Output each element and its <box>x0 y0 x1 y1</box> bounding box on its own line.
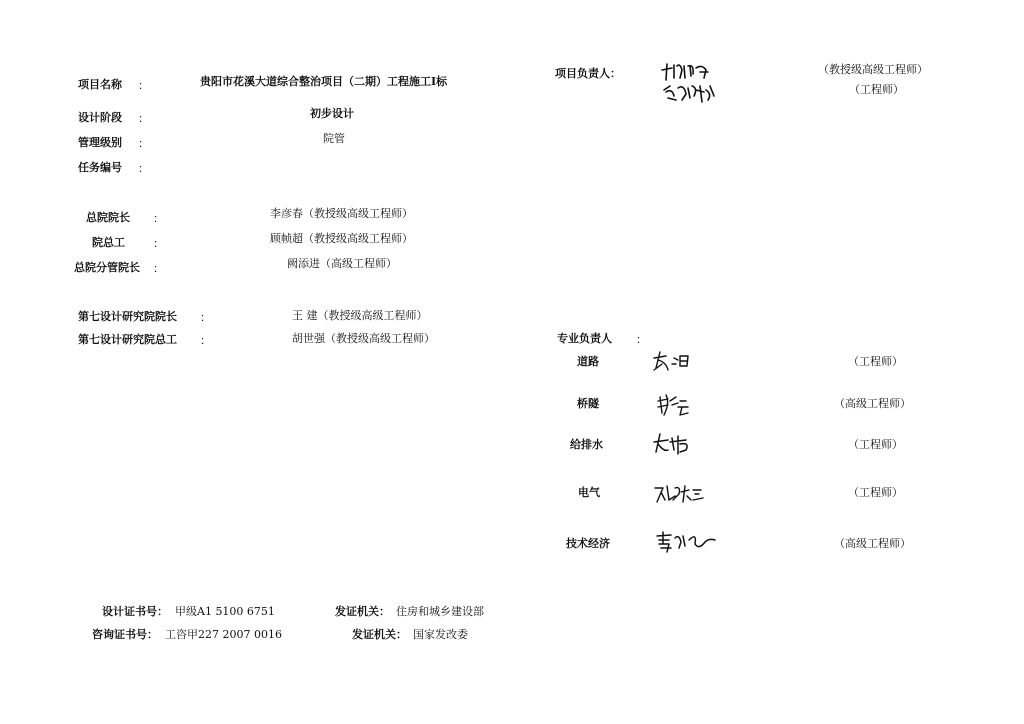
specialty-title: （高级工程师） <box>834 537 911 550</box>
consult-issuer-label: 发证机关： <box>352 628 407 641</box>
leader-value: 李彦春（教授级高级工程师） <box>270 207 413 220</box>
design-stage-value: 初步设计 <box>310 107 354 120</box>
leader-colon: ： <box>153 237 164 250</box>
consult-certificate-label: 咨询证书号： <box>92 628 158 641</box>
specialty-discipline: 电气 <box>578 486 600 499</box>
design-stage-label: 设计阶段 <box>78 111 122 124</box>
consult-certificate-value: 工咨甲227 2007 0016 <box>165 628 282 641</box>
specialty-title: （工程师） <box>848 486 903 499</box>
signature-water <box>652 432 694 456</box>
leader-value: 顾帧超（教授级高级工程师） <box>270 232 413 245</box>
specialty-title: （工程师） <box>848 438 903 451</box>
leader-colon: ： <box>153 262 164 275</box>
task-number-label: 任务编号 <box>78 161 122 174</box>
design-certificate-value: 甲级A1 5100 6751 <box>175 605 275 618</box>
specialty-discipline: 技术经济 <box>566 537 610 550</box>
specialty-colon: ： <box>636 333 647 346</box>
specialty-discipline: 桥隧 <box>577 397 599 410</box>
project-name-label: 项目名称 <box>78 78 122 91</box>
institute-label: 第七设计研究院总工 <box>78 333 177 346</box>
leader-value: 阙添进（高级工程师） <box>287 257 397 270</box>
management-level-value: 院管 <box>323 132 345 145</box>
design-certificate-label: 设计证书号： <box>102 605 168 618</box>
consult-issuer-value: 国家发改委 <box>413 628 468 641</box>
leader-label: 总院分管院长 <box>74 261 140 274</box>
specialty-title: （高级工程师） <box>834 397 911 410</box>
project-lead-title-2: （工程师） <box>849 83 904 96</box>
specialty-discipline: 道路 <box>577 355 599 368</box>
institute-colon: ： <box>200 311 211 324</box>
design-issuer-label: 发证机关： <box>335 605 390 618</box>
signature-electrical <box>653 482 705 504</box>
specialty-discipline: 给排水 <box>570 438 603 451</box>
design-stage-colon: ： <box>138 112 149 125</box>
leader-label: 总院院长 <box>86 211 130 224</box>
institute-label: 第七设计研究院院长 <box>78 310 177 323</box>
project-lead-signature <box>660 60 720 104</box>
specialty-title: （工程师） <box>848 355 903 368</box>
task-number-colon: ： <box>138 162 149 175</box>
institute-value: 胡世强（教授级高级工程师） <box>292 332 435 345</box>
project-name-value: 贵阳市花溪大道综合整治项目（二期）工程施工Ⅰ标 <box>200 75 448 88</box>
design-issuer-value: 住房和城乡建设部 <box>396 605 484 618</box>
institute-colon: ： <box>200 334 211 347</box>
leader-colon: ： <box>153 212 164 225</box>
leader-label: 院总工 <box>92 236 125 249</box>
institute-value: 王 建（教授级高级工程师） <box>292 309 428 322</box>
signature-road <box>652 350 692 372</box>
project-lead-label: 项目负责人： <box>555 67 621 80</box>
project-lead-title-1: （教授级高级工程师） <box>818 63 928 76</box>
signature-bridge <box>656 393 690 417</box>
signature-economics <box>655 530 717 554</box>
management-level-colon: ： <box>138 137 149 150</box>
specialty-header: 专业负责人 <box>557 332 612 345</box>
project-name-colon: ： <box>138 79 149 92</box>
management-level-label: 管理级别 <box>78 136 122 149</box>
